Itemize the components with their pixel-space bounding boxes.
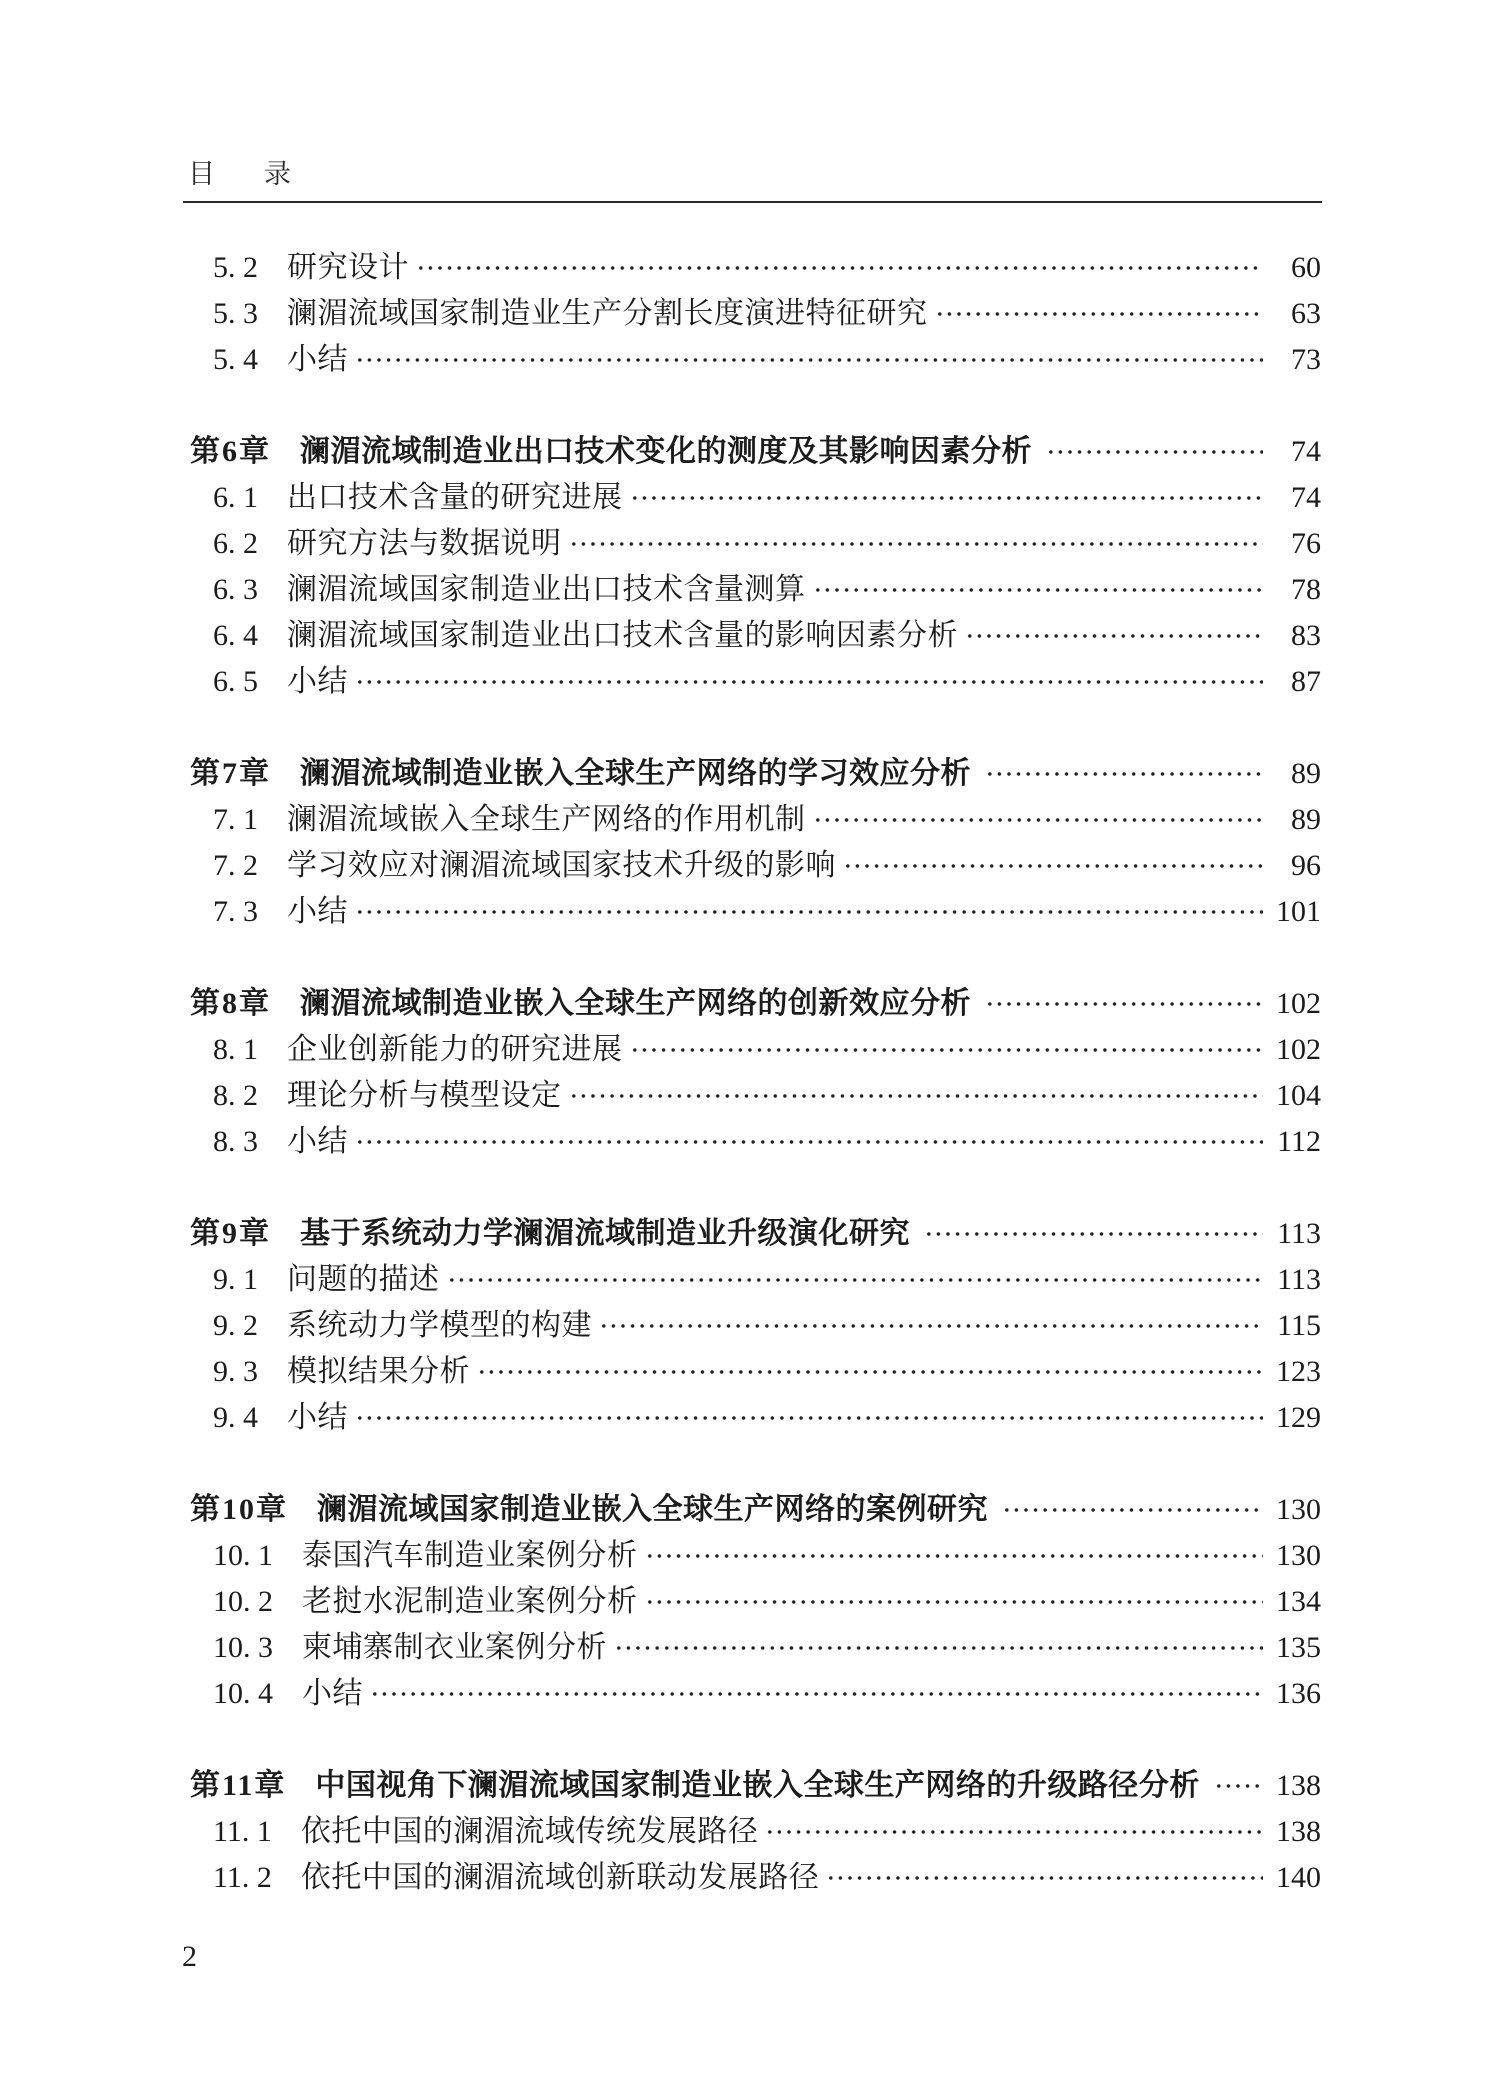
toc-row-title: 老挝水泥制造业案例分析 [302, 1585, 638, 1618]
toc-row-number: 10. 3 [213, 1631, 273, 1664]
toc-row-number: 6. 3 [213, 573, 258, 606]
dot-leader [569, 521, 1264, 567]
toc-row-title: 问题的描述 [287, 1263, 440, 1296]
toc-row-page-number: 138 [1276, 1769, 1321, 1802]
toc-row-page-number: 113 [1277, 1217, 1321, 1250]
dot-leader [477, 1349, 1263, 1395]
dot-leader [370, 1671, 1263, 1717]
toc-row-page-number: 89 [1291, 757, 1321, 790]
toc-row-page-number: 138 [1276, 1815, 1321, 1848]
dot-leader [1002, 1487, 1263, 1533]
toc-row-number: 10. 1 [213, 1539, 273, 1572]
toc-row-number: 9. 2 [213, 1309, 258, 1342]
toc-row-title: 中国视角下澜湄流域国家制造业嵌入全球生产网络的升级路径分析 [315, 1769, 1200, 1802]
toc-row-number: 8. 1 [213, 1033, 258, 1066]
toc-row-number: 5. 2 [213, 251, 258, 284]
dot-leader [355, 659, 1263, 705]
toc-row-title: 澜湄流域嵌入全球生产网络的作用机制 [287, 803, 806, 836]
toc-row-number: 11. 2 [213, 1861, 272, 1894]
toc-row-title: 澜湄流域制造业出口技术变化的测度及其影响因素分析 [300, 435, 1032, 468]
toc-entry-row [183, 1395, 1321, 1441]
toc-row-page-number: 135 [1276, 1631, 1321, 1664]
toc-entry-row [183, 1671, 1321, 1717]
section-gap [183, 705, 1321, 751]
toc-row-title: 小结 [302, 1677, 363, 1710]
toc-row-page-number: 136 [1276, 1677, 1321, 1710]
toc-row-title: 企业创新能力的研究进展 [287, 1033, 623, 1066]
toc-entry-row [183, 1349, 1321, 1395]
toc-entry-row [183, 1855, 1321, 1901]
toc-row-title: 澜湄流域国家制造业出口技术含量测算 [287, 573, 806, 606]
toc-row-number: 10. 2 [213, 1585, 273, 1618]
toc-row-title: 学习效应对澜湄流域国家技术升级的影响 [287, 849, 836, 882]
toc-row-title: 泰国汽车制造业案例分析 [302, 1539, 638, 1572]
dot-leader [985, 751, 1263, 797]
toc-row-title: 依托中国的澜湄流域创新联动发展路径 [300, 1861, 820, 1894]
toc-entry-row [183, 1579, 1321, 1625]
toc-row-number: 9. 1 [213, 1263, 258, 1296]
dot-leader [935, 291, 1264, 337]
section-gap [183, 383, 1321, 429]
toc-chapter-row [183, 1487, 1321, 1533]
dot-leader [965, 613, 1263, 659]
toc-row-number: 7. 1 [213, 803, 258, 836]
dot-leader [355, 1119, 1263, 1165]
toc-row-page-number: 134 [1276, 1585, 1321, 1618]
toc-chapter-row [183, 429, 1321, 475]
toc-row-page-number: 73 [1291, 343, 1321, 376]
toc-row-page-number: 89 [1291, 803, 1321, 836]
section-gap [183, 1717, 1321, 1763]
section-gap [183, 935, 1321, 981]
toc-entry-row [183, 1257, 1321, 1303]
toc-entry-row [183, 843, 1321, 889]
toc-row-page-number: 102 [1276, 1033, 1321, 1066]
dot-leader [599, 1303, 1263, 1349]
toc-row-page-number: 101 [1276, 895, 1321, 928]
toc-entry-row [183, 659, 1321, 705]
toc-row-page-number: 74 [1291, 435, 1321, 468]
toc-entry-row [183, 337, 1321, 383]
toc-row-title: 澜湄流域制造业嵌入全球生产网络的创新效应分析 [300, 987, 971, 1020]
page-header-title [188, 159, 291, 189]
toc-row-page-number: 129 [1276, 1401, 1321, 1434]
toc-chapter-row [183, 751, 1321, 797]
toc-row-number: 第7章 [190, 757, 271, 790]
dot-leader [813, 797, 1264, 843]
header-title-char-1: 目 [188, 159, 215, 189]
toc-entry-row [183, 291, 1321, 337]
toc-row-title: 系统动力学模型的构建 [287, 1309, 592, 1342]
toc-row-title: 澜湄流域国家制造业生产分割长度演进特征研究 [287, 297, 928, 330]
toc-row-title: 柬埔寨制衣业案例分析 [302, 1631, 607, 1664]
toc-row-title: 澜湄流域制造业嵌入全球生产网络的学习效应分析 [300, 757, 971, 790]
toc-row-page-number: 104 [1276, 1079, 1321, 1112]
toc-entry-row [183, 245, 1321, 291]
toc-row-page-number: 60 [1291, 251, 1321, 284]
toc-row-title: 依托中国的澜湄流域传统发展路径 [300, 1815, 759, 1848]
toc-row-page-number: 130 [1276, 1493, 1321, 1526]
toc-row-number: 第11章 [190, 1769, 287, 1802]
toc-list [183, 245, 1321, 1901]
toc-row-number: 7. 3 [213, 895, 258, 928]
toc-row-title: 小结 [287, 343, 348, 376]
dot-leader [416, 245, 1263, 291]
dot-leader [355, 1395, 1263, 1441]
toc-row-page-number: 113 [1277, 1263, 1321, 1296]
dot-leader [645, 1533, 1264, 1579]
toc-row-page-number: 115 [1277, 1309, 1321, 1342]
toc-row-number: 第8章 [190, 987, 271, 1020]
toc-row-title: 基于系统动力学澜湄流域制造业升级演化研究 [300, 1217, 910, 1250]
toc-entry-row [183, 1625, 1321, 1671]
toc-row-page-number: 123 [1276, 1355, 1321, 1388]
toc-row-number: 9. 4 [213, 1401, 258, 1434]
dot-leader [630, 1027, 1264, 1073]
toc-row-number: 5. 3 [213, 297, 258, 330]
toc-row-page-number: 96 [1291, 849, 1321, 882]
toc-row-number: 第6章 [190, 435, 271, 468]
toc-row-page-number: 83 [1291, 619, 1321, 652]
toc-row-number: 9. 3 [213, 1355, 258, 1388]
dot-leader [1046, 429, 1263, 475]
toc-row-number: 6. 2 [213, 527, 258, 560]
dot-leader [924, 1211, 1263, 1257]
toc-entry-row [183, 521, 1321, 567]
toc-row-title: 小结 [287, 665, 348, 698]
toc-row-title: 小结 [287, 1401, 348, 1434]
dot-leader [1214, 1763, 1263, 1809]
toc-row-title: 小结 [287, 1125, 348, 1158]
toc-entry-row [183, 567, 1321, 613]
toc-row-title: 模拟结果分析 [287, 1355, 470, 1388]
toc-row-title: 理论分析与模型设定 [287, 1079, 562, 1112]
toc-row-page-number: 76 [1291, 527, 1321, 560]
toc-entry-row [183, 1533, 1321, 1579]
dot-leader [447, 1257, 1264, 1303]
toc-row-page-number: 112 [1277, 1125, 1321, 1158]
dot-leader [985, 981, 1263, 1027]
toc-row-number: 6. 4 [213, 619, 258, 652]
toc-row-page-number: 140 [1276, 1861, 1321, 1894]
dot-leader [355, 889, 1263, 935]
toc-entry-row [183, 1809, 1321, 1855]
section-gap [183, 1165, 1321, 1211]
toc-chapter-row [183, 1211, 1321, 1257]
toc-row-number: 8. 3 [213, 1125, 258, 1158]
toc-chapter-row [183, 1763, 1321, 1809]
toc-row-title: 澜湄流域国家制造业出口技术含量的影响因素分析 [287, 619, 958, 652]
toc-row-page-number: 63 [1291, 297, 1321, 330]
dot-leader [813, 567, 1264, 613]
toc-row-number: 6. 5 [213, 665, 258, 698]
toc-row-title: 小结 [287, 895, 348, 928]
toc-entry-row [183, 1073, 1321, 1119]
toc-row-number: 5. 4 [213, 343, 258, 376]
dot-leader [630, 475, 1264, 521]
toc-row-number: 6. 1 [213, 481, 258, 514]
dot-leader [355, 337, 1263, 383]
toc-entry-row [183, 1303, 1321, 1349]
section-gap [183, 1441, 1321, 1487]
toc-entry-row [183, 475, 1321, 521]
toc-entry-row [183, 797, 1321, 843]
dot-leader [826, 1855, 1263, 1901]
toc-entry-row [183, 889, 1321, 935]
toc-row-number: 第10章 [190, 1493, 288, 1526]
header-divider-rule [183, 201, 1322, 203]
toc-row-title: 出口技术含量的研究进展 [287, 481, 623, 514]
dot-leader [843, 843, 1263, 889]
toc-row-page-number: 74 [1291, 481, 1321, 514]
toc-row-title: 研究方法与数据说明 [287, 527, 562, 560]
toc-row-number: 8. 2 [213, 1079, 258, 1112]
header-title-char-2: 录 [264, 159, 291, 189]
dot-leader [614, 1625, 1263, 1671]
dot-leader [569, 1073, 1264, 1119]
toc-chapter-row [183, 981, 1321, 1027]
toc-row-number: 7. 2 [213, 849, 258, 882]
dot-leader [645, 1579, 1264, 1625]
toc-row-title: 澜湄流域国家制造业嵌入全球生产网络的案例研究 [317, 1493, 988, 1526]
toc-row-title: 研究设计 [287, 251, 409, 284]
toc-row-page-number: 87 [1291, 665, 1321, 698]
toc-row-number: 第9章 [190, 1217, 271, 1250]
toc-entry-row [183, 1119, 1321, 1165]
toc-row-page-number: 130 [1276, 1539, 1321, 1572]
toc-row-number: 11. 1 [213, 1815, 272, 1848]
folio-page-number: 2 [182, 1940, 197, 1973]
toc-entry-row [183, 613, 1321, 659]
toc-row-number: 10. 4 [213, 1677, 273, 1710]
toc-row-page-number: 102 [1276, 987, 1321, 1020]
toc-row-page-number: 78 [1291, 573, 1321, 606]
toc-entry-row [183, 1027, 1321, 1073]
dot-leader [765, 1809, 1263, 1855]
